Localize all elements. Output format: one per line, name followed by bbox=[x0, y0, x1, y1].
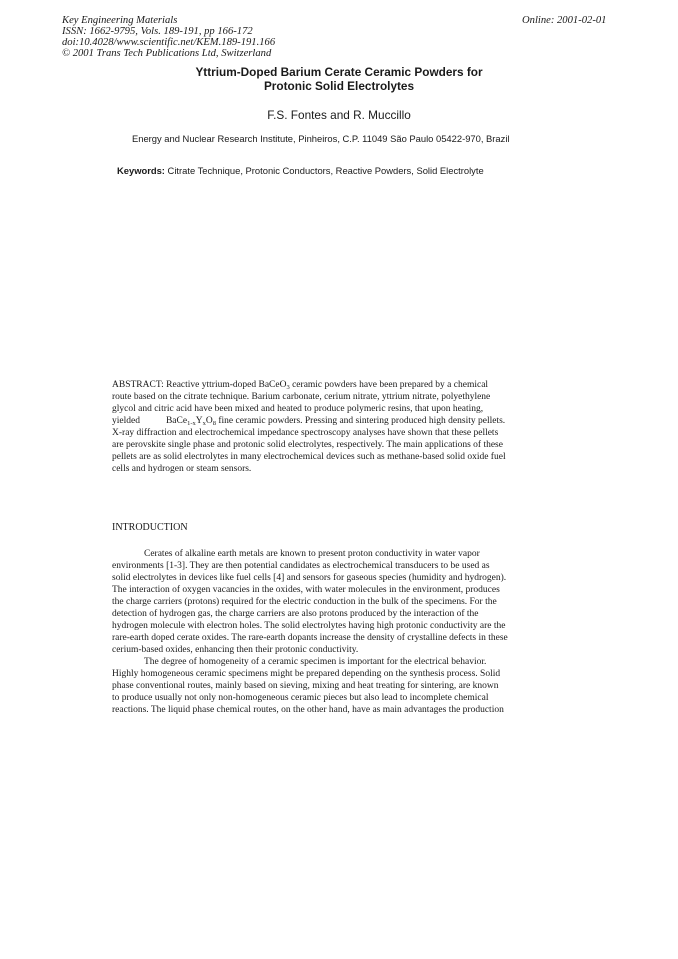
doi-link[interactable]: doi:10.4028/www.scientific.net/KEM.189-191.166 bbox=[62, 37, 276, 48]
keywords bbox=[117, 165, 484, 177]
abstract-line: glycol and citric acid have been mixed and heated to produce polymeric resins, that upon heating, bbox=[112, 404, 484, 414]
paragraph-line: phase conventional routes, mainly based on sieving, mixing and heat treating for sintering, are known bbox=[112, 681, 499, 691]
paragraph-line: reactions. The liquid phase chemical routes, on the other hand, have as main advantages the production bbox=[112, 705, 504, 715]
paragraph-line: rare-earth doped cerate oxides. The rare-earth dopants increase the density of crystalline defects in these bbox=[112, 633, 508, 643]
paragraph-line: hydrogen molecule with electron holes. The solid electrolytes having high protonic conductivity are the bbox=[112, 621, 506, 631]
paragraph-line: environments [1-3]. They are then potential candidates as electrochemical transducers to be used as bbox=[112, 561, 490, 571]
online-date: Online: 2001-02-01 bbox=[522, 15, 607, 26]
introduction-body bbox=[112, 548, 582, 716]
affiliation: Energy and Nuclear Research Institute, Pinheiros, C.P. 11049 São Paulo 05422-970, Brazil bbox=[132, 133, 510, 144]
copyright-line: © 2001 Trans Tech Publications Ltd, Switzerland bbox=[62, 48, 272, 59]
abstract-line: cells and hydrogen or steam sensors. bbox=[112, 464, 252, 474]
abstract-line: pellets are as solid electrolytes in many electrochemical devices such as methane-based solid oxide fuel bbox=[112, 452, 506, 462]
abstract-line: are perovskite single phase and protonic solid electrolytes, respectively. The main applications of these bbox=[112, 440, 503, 450]
paragraph-line: Cerates of alkaline earth metals are known to present proton conductivity in water vapor bbox=[144, 549, 480, 559]
abstract-line: route based on the citrate technique. Barium carbonate, cerium nitrate, yttrium nitrate, polyethylene bbox=[112, 392, 491, 402]
section-heading-introduction: INTRODUCTION bbox=[112, 522, 188, 533]
authors: F.S. Fontes and R. Muccillo bbox=[267, 108, 411, 122]
abstract bbox=[112, 379, 582, 475]
paper-title-line-1: Yttrium-Doped Barium Cerate Ceramic Powders for bbox=[195, 65, 483, 79]
paragraph-line: Highly homogeneous ceramic specimens might be prepared depending on the synthesis process. Solid bbox=[112, 669, 501, 679]
paragraph-line: cerium-based oxides, enhancing then their protonic conductivity. bbox=[112, 645, 359, 655]
keywords-text: Citrate Technique, Protonic Conductors, Reactive Powders, Solid Electrolyte bbox=[164, 165, 484, 176]
paper-title-line-2: Protonic Solid Electrolytes bbox=[263, 79, 415, 93]
paragraph-line: The degree of homogeneity of a ceramic specimen is important for the electrical behavior. bbox=[144, 657, 487, 667]
paragraph-line: solid electrolytes in devices like fuel cells [4] and sensors for gaseous species (humidity and hydrogen). bbox=[112, 573, 507, 583]
paragraph-line: detection of hydrogen gas, the charge carriers are also protons produced by the interaction of the bbox=[112, 609, 479, 619]
paragraph-line: The interaction of oxygen vacancies in the oxides, with water molecules in the environment, produces bbox=[112, 585, 500, 595]
abstract-line: yielded $BaCe_{1-x}Y_xO_8$ fine ceramic powders. Pressing and sintering produced high density pellets. bbox=[112, 416, 506, 427]
issn-line: ISSN: 1662-9795, Vols. 189-191, pp 166-172 bbox=[62, 26, 253, 37]
paragraph-line: the charge carriers (protons) required for the electric conduction in the bulk of the specimens. For the bbox=[112, 597, 497, 607]
abstract-line: ABSTRACT: Reactive yttrium-doped BaCeO$_3$ ceramic powders have been prepared by a chemical bbox=[112, 380, 489, 391]
paragraph-line: to produce usually not only non-homogeneous ceramic pieces but also lead to incomplete chemical bbox=[112, 693, 489, 703]
keywords-label: Keywords: bbox=[117, 165, 165, 176]
journal-name: Key Engineering Materials bbox=[62, 15, 178, 26]
abstract-line: X-ray diffraction and electrochemical impedance spectroscopy analyses have shown that these pellets bbox=[112, 428, 499, 438]
